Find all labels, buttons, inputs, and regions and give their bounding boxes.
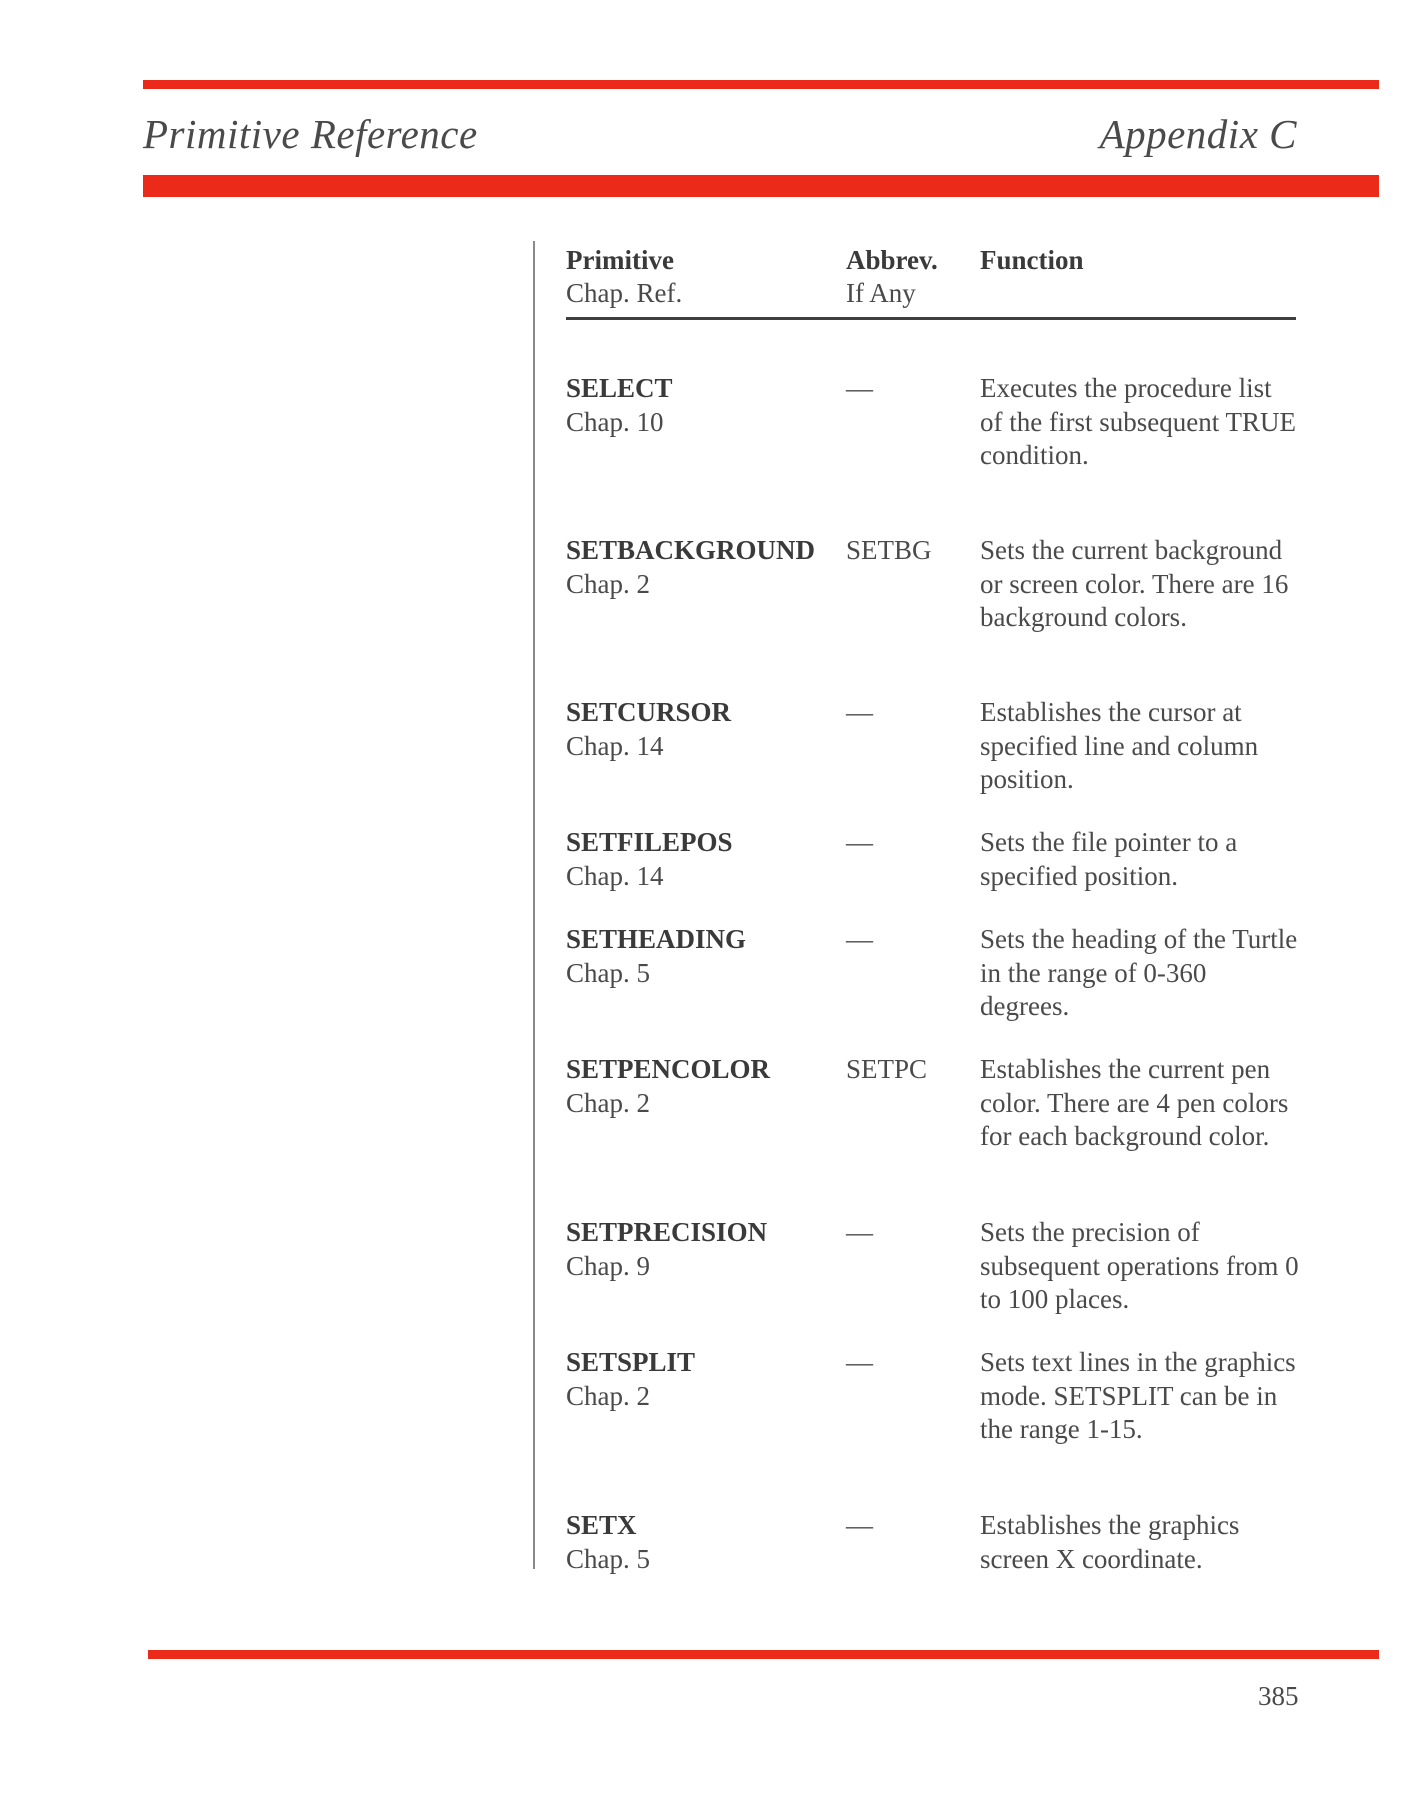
chapter-reference: Chap. 10 xyxy=(566,406,664,437)
function-description: Sets the heading of the Turtle in the range of 0-360 degrees. xyxy=(980,924,1298,1021)
chapter-reference: Chap. 9 xyxy=(566,1250,650,1281)
primitive-table xyxy=(566,244,1296,320)
abbreviation-cell: — xyxy=(846,1347,873,1377)
primitive-name: SETFILEPOS xyxy=(566,827,733,857)
chapter-reference: Chap. 14 xyxy=(566,730,664,761)
chapter-reference: Chap. 5 xyxy=(566,957,650,988)
function-description: Sets the current background or screen color. There are 16 background colors. xyxy=(980,535,1289,632)
margin-vertical-rule xyxy=(533,241,535,1569)
header-rule-thick xyxy=(143,175,1379,197)
table-header xyxy=(566,244,1296,320)
primitive-cell xyxy=(566,923,841,990)
primitive-name: SETX xyxy=(566,1510,637,1540)
primitive-name: SETCURSOR xyxy=(566,697,732,727)
header-chapref-label: Chap. Ref. xyxy=(566,278,683,308)
chapter-reference: Chap. 2 xyxy=(566,568,650,599)
header-rule-thin xyxy=(143,80,1379,89)
abbreviation-cell: — xyxy=(846,373,873,403)
primitive-name: SETBACKGROUND xyxy=(566,535,816,565)
abbreviation-cell: — xyxy=(846,1217,873,1247)
chapter-reference: Chap. 14 xyxy=(566,860,664,891)
chapter-reference: Chap. 2 xyxy=(566,1380,650,1411)
primitive-cell xyxy=(566,534,841,601)
primitive-name: SELECT xyxy=(566,373,673,403)
primitive-cell xyxy=(566,1053,841,1120)
function-description: Establishes the cursor at specified line and column position. xyxy=(980,697,1259,794)
function-description: Establishes the graphics screen X coordinate. xyxy=(980,1510,1240,1574)
header-primitive xyxy=(566,244,841,310)
running-head-right: Appendix C xyxy=(1099,111,1297,157)
abbreviation-cell: — xyxy=(846,827,873,857)
abbreviation-cell: — xyxy=(846,697,873,727)
header-function-label: Function xyxy=(980,245,1084,275)
primitive-cell xyxy=(566,696,841,763)
abbreviation-cell: — xyxy=(846,1510,873,1540)
abbreviation-cell: SETPC xyxy=(846,1054,928,1084)
chapter-reference: Chap. 5 xyxy=(566,1543,650,1574)
primitive-name: SETHEADING xyxy=(566,924,747,954)
abbreviation-cell: SETBG xyxy=(846,535,932,565)
header-primitive-label: Primitive xyxy=(566,245,674,275)
header-abbrev-label: Abbrev. xyxy=(846,245,938,275)
abbreviation-cell: — xyxy=(846,924,873,954)
primitive-name: SETPRECISION xyxy=(566,1217,768,1247)
function-description: Executes the procedure list of the first subsequent TRUE condition. xyxy=(980,373,1296,470)
header-abbrev xyxy=(846,244,976,310)
function-description: Establishes the current pen color. There are 4 pen colors for each background color. xyxy=(980,1054,1289,1151)
primitive-cell xyxy=(566,1346,841,1413)
primitive-name: SETPENCOLOR xyxy=(566,1054,771,1084)
primitive-cell xyxy=(566,372,841,439)
running-head-left: Primitive Reference xyxy=(143,111,478,157)
primitive-cell xyxy=(566,826,841,893)
chapter-reference: Chap. 2 xyxy=(566,1087,650,1118)
primitive-cell xyxy=(566,1216,841,1283)
page-number: 385 xyxy=(1258,1681,1299,1711)
function-description: Sets the file pointer to a specified position. xyxy=(980,827,1238,891)
header-function xyxy=(980,244,1300,277)
primitive-name: SETSPLIT xyxy=(566,1347,696,1377)
function-description: Sets the precision of subsequent operations from 0 to 100 places. xyxy=(980,1217,1299,1314)
footer-rule xyxy=(148,1650,1379,1659)
header-ifany-label: If Any xyxy=(846,278,916,308)
primitive-cell xyxy=(566,1509,841,1576)
function-description: Sets text lines in the graphics mode. SETSPLIT can be in the range 1-15. xyxy=(980,1347,1296,1444)
